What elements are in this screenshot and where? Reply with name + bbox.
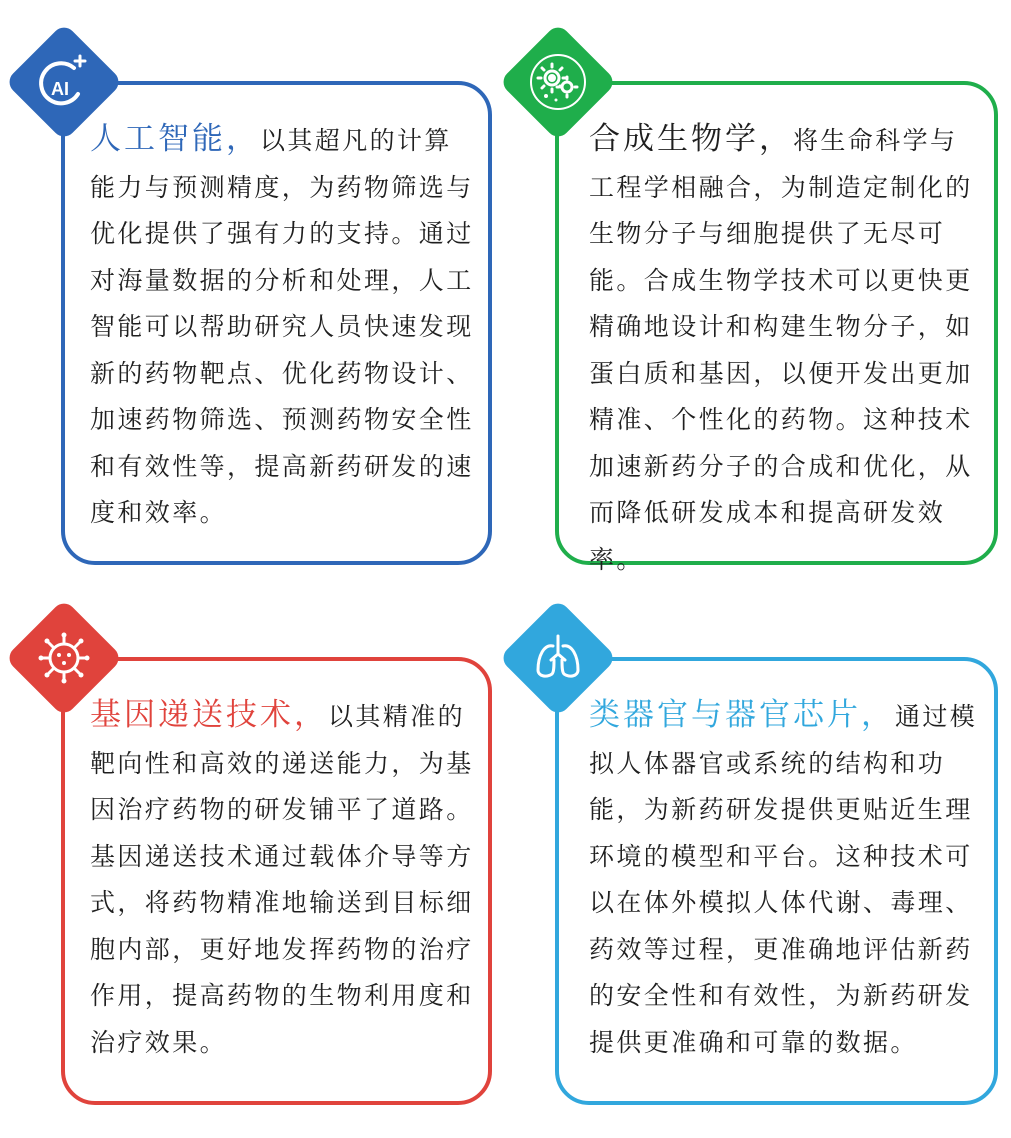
card-organoids-title: 类器官与器官芯片， [589,697,895,733]
svg-text:AI: AI [51,79,69,99]
card-ai-title: 人工智能， [90,121,260,157]
card-gene-delivery-body: 以其精准的靶向性和高效的递送能力，为基因治疗药物的研发铺平了道路。基因递送技术通过载体介导等方式，将药物精准地输送到目标细胞内部，更好地发挥药物的治疗作用，提高药物的生物利用度和治疗效果。 [90,702,474,1057]
card-gene-delivery-title: 基因递送技术， [90,697,328,733]
lungs-icon [516,616,600,700]
card-organoids-body: 通过模拟人体器官或系统的结构和功能，为新药研发提供更贴近生理环境的模型和平台。这种技术可以在体外模拟人体代谢、毒理、药效等过程，更准确地评估新药的安全性和有效性，为新药研发提供更准确和可靠的数据。 [589,702,978,1057]
gears-icon [516,40,600,124]
ai-icon [22,40,106,124]
card-organoids-text [589,692,981,1066]
card-ai-text [90,116,475,537]
virus-icon [22,616,106,700]
card-synbio-text [589,116,981,583]
card-synbio-body: 将生命科学与工程学相融合，为制造定制化的生物分子与细胞提供了无尽可能。合成生物学技术可以更快更精确地设计和构建生物分子，如蛋白质和基因，以便开发出更加精准、个性化的药物。这种技术加速新药分子的合成和优化，从而降低研发成本和提高研发效率。 [589,126,973,574]
card-synbio-title: 合成生物学， [589,121,793,157]
card-ai-body: 以其超凡的计算能力与预测精度，为药物筛选与优化提供了强有力的支持。通过对海量数据的分析和处理，人工智能可以帮助研究人员快速发现新的药物靶点、优化药物设计、加速药物筛选、预测药物安全性和有效性等，提高新药研发的速度和效率。 [90,126,474,527]
card-gene-delivery-text [90,692,475,1066]
